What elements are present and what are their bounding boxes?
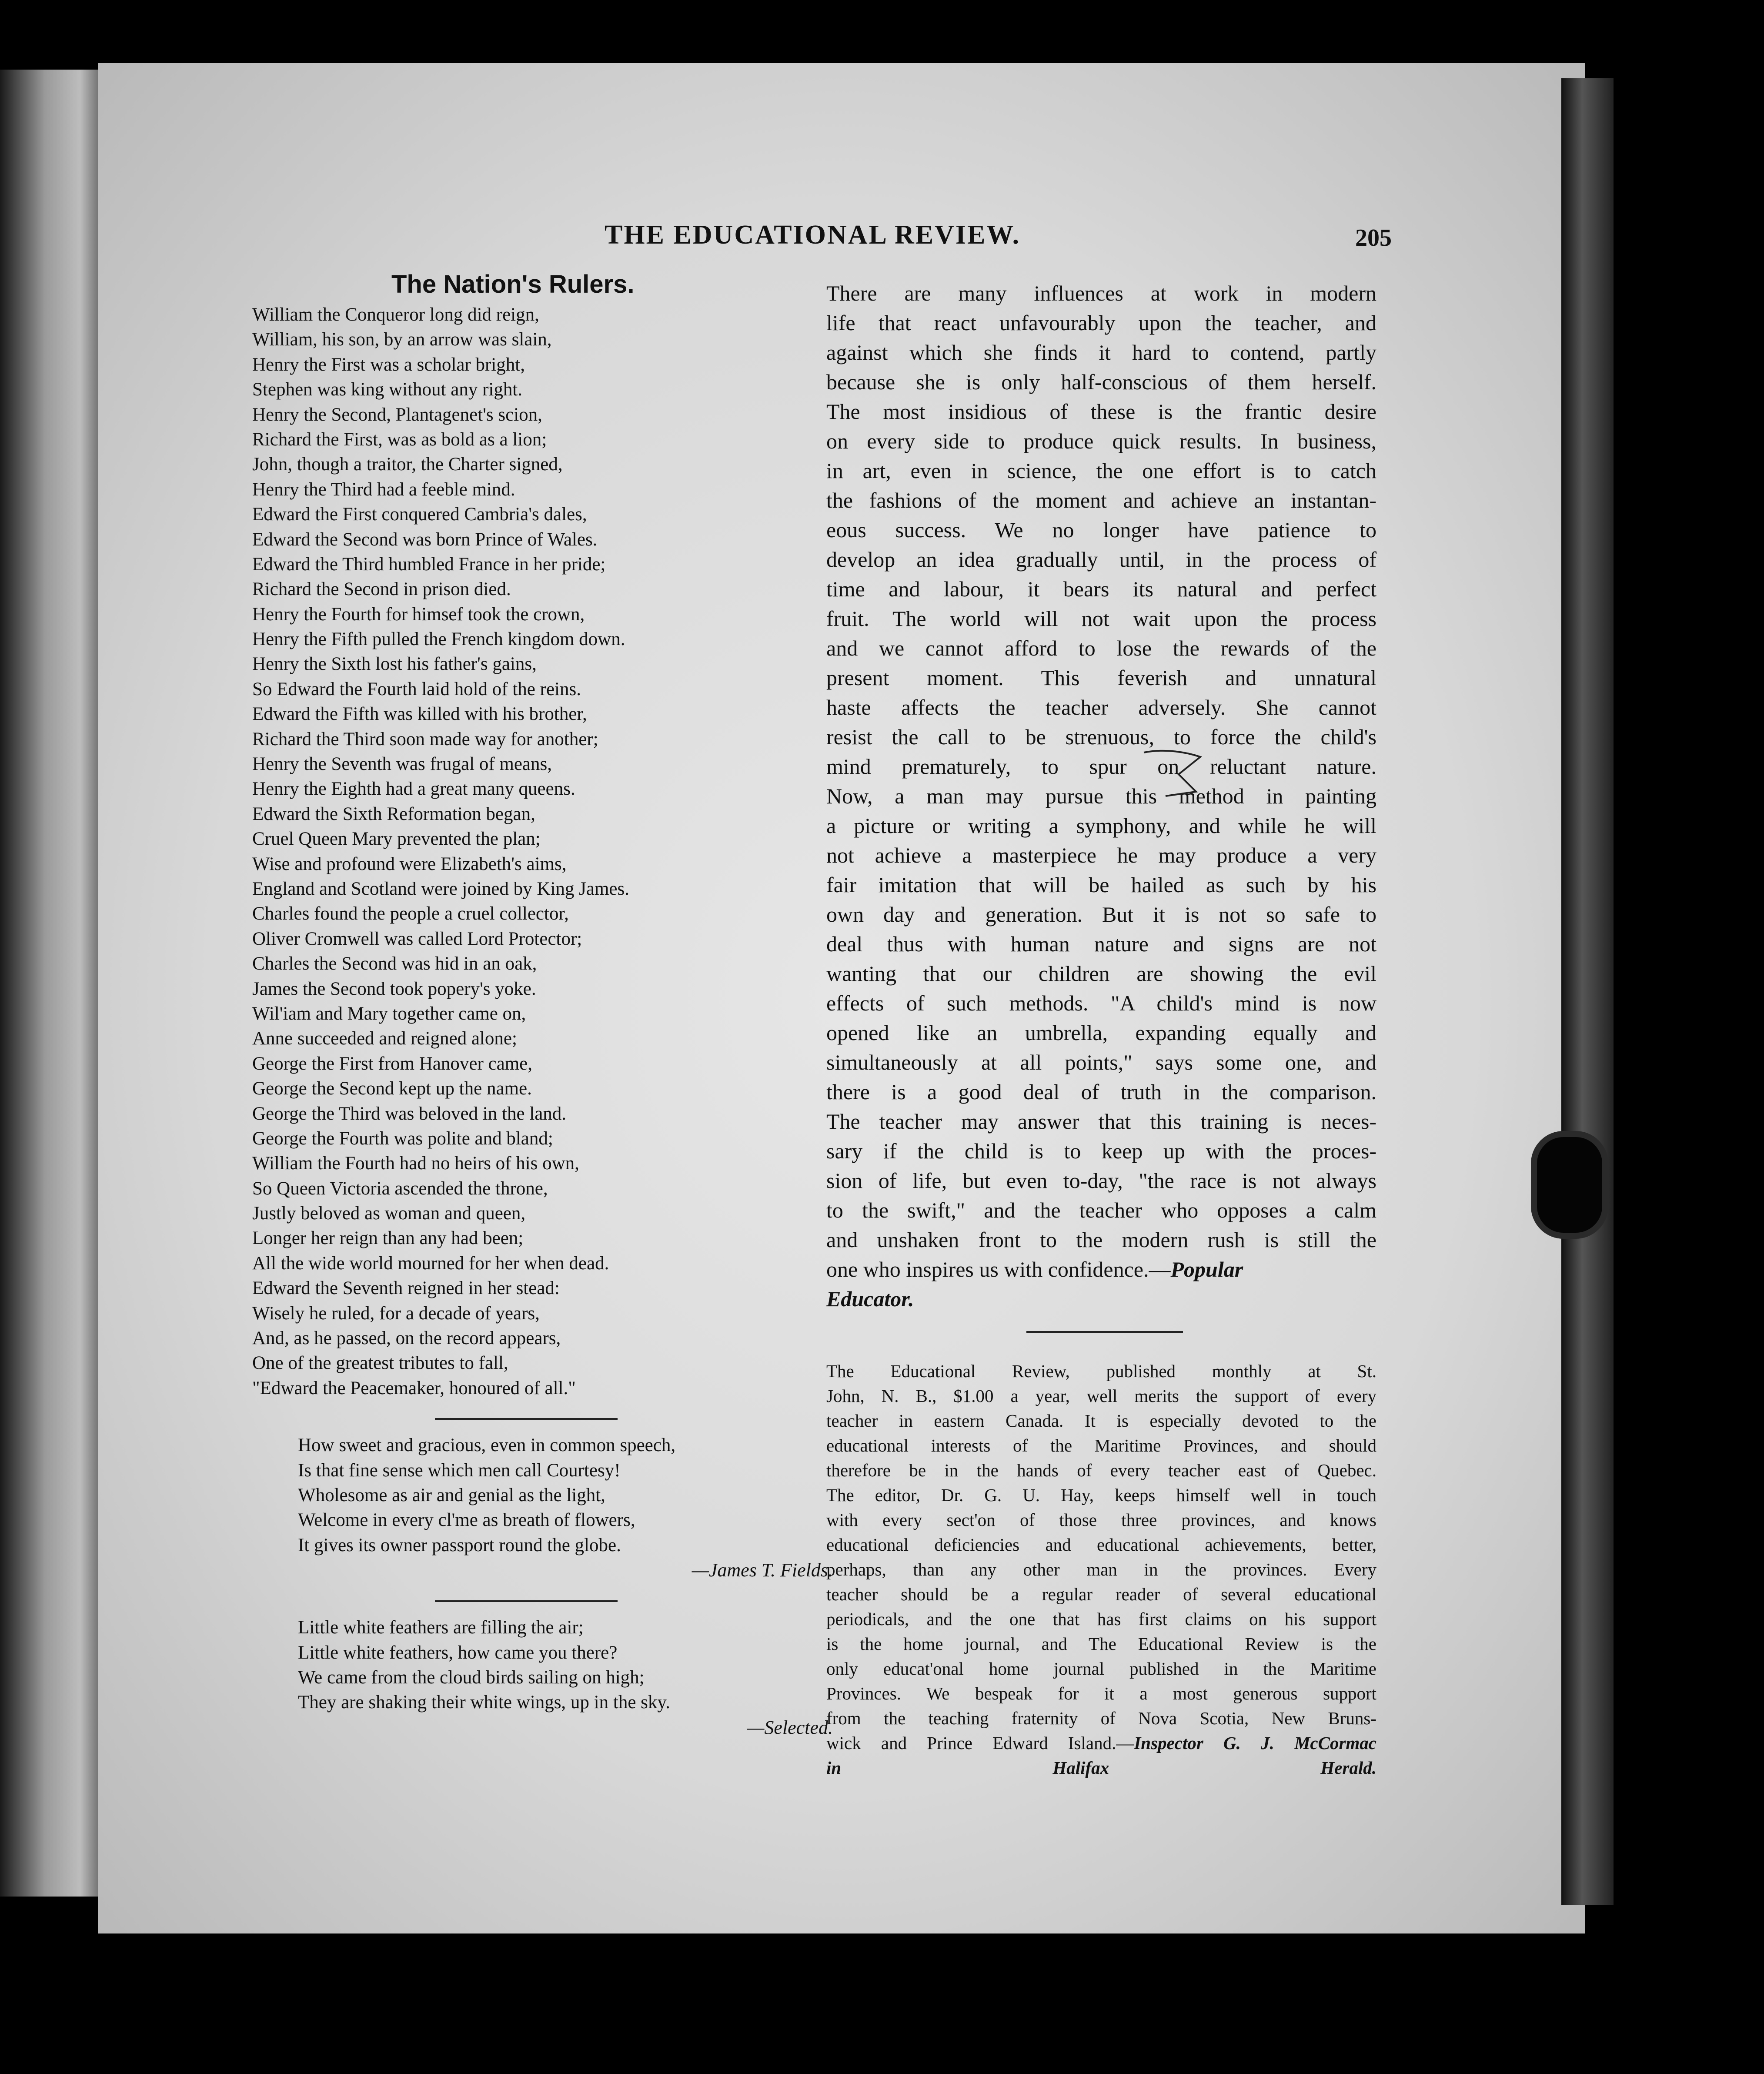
notice-line: only educat'onal home journal published in the Maritime xyxy=(826,1659,1376,1679)
article-line: on every side to produce quick results. In business, xyxy=(826,429,1376,453)
poem-line: "Edward the Peacemaker, honoured of all." xyxy=(252,1378,576,1398)
poem-line: Henry the Fourth for himsef took the crown, xyxy=(252,604,585,625)
section-divider xyxy=(435,1600,618,1602)
article-line: time and labour, it bears its natural and perfect xyxy=(826,577,1376,601)
article-line: wanting that our children are showing the evil xyxy=(826,961,1376,986)
notice-line: perhaps, than any other man in the provinces. Every xyxy=(826,1559,1376,1579)
poem-line: Stephen was king without any right. xyxy=(252,379,523,400)
article-line: against which she finds it hard to contend, partly xyxy=(826,340,1376,365)
poem-line: William, his son, by an arrow was slain, xyxy=(252,329,552,350)
poem-title: The Nation's Rulers. xyxy=(391,270,635,298)
feathers-line: We came from the cloud birds sailing on high; xyxy=(298,1667,645,1688)
article-line: life that react unfavourably upon the teacher, and xyxy=(826,311,1376,335)
poem-line: Charles found the people a cruel collector, xyxy=(252,903,569,924)
article-line: haste affects the teacher adversely. She cannot xyxy=(826,695,1376,719)
article-line: one who inspires us with confidence.—Popular xyxy=(826,1257,1243,1281)
section-divider xyxy=(1026,1331,1183,1333)
article-line: sary if the child is to keep up with the proces- xyxy=(826,1139,1376,1163)
poem-line: Henry the First was a scholar bright, xyxy=(252,354,525,375)
poem-line: Richard the Third soon made way for another; xyxy=(252,729,598,749)
poem-line: George the Third was beloved in the land. xyxy=(252,1103,567,1124)
poem-line: So Edward the Fourth laid hold of the reins. xyxy=(252,679,581,699)
article-line: resist the call to be strenuous, to force the child's xyxy=(826,725,1376,749)
article-line: opened like an umbrella, expanding equally and xyxy=(826,1020,1376,1045)
article-line: There are many influences at work in modern xyxy=(826,281,1376,305)
notice-line: periodicals, and the one that has first claims on his support xyxy=(826,1609,1376,1629)
article-line: develop an idea gradually until, in the process of xyxy=(826,547,1376,572)
article-line: Now, a man may pursue this method in painting xyxy=(826,784,1376,808)
notice-line: educational deficiencies and educational achievements, better, xyxy=(826,1535,1376,1555)
article-line: The most insidious of these is the frantic desire xyxy=(826,399,1376,424)
poem-line: Richard the First, was as bold as a lion; xyxy=(252,429,547,450)
article-line: own day and generation. But it is not so safe to xyxy=(826,902,1376,927)
feathers-line: They are shaking their white wings, up in the sky. xyxy=(298,1692,670,1713)
poem-line: William the Conqueror long did reign, xyxy=(252,304,539,325)
notice-line: therefore be in the hands of every teacher east of Quebec. xyxy=(826,1460,1376,1480)
poem-line: Charles the Second was hid in an oak, xyxy=(252,953,537,974)
article-line: because she is only half-conscious of them herself. xyxy=(826,370,1376,394)
poem-line: Richard the Second in prison died. xyxy=(252,579,511,600)
poem-line: Edward the Third humbled France in her pride; xyxy=(252,554,606,575)
feathers-line: Little white feathers are filling the air; xyxy=(298,1617,584,1638)
poem-line: William the Fourth had no heirs of his own, xyxy=(252,1153,579,1174)
feathers-poem xyxy=(298,1615,833,1740)
notice-signature-line xyxy=(826,1756,1376,1780)
article-source-line xyxy=(826,1284,1376,1314)
facing-page-edge xyxy=(0,70,100,1897)
poem-line: Anne succeeded and reigned alone; xyxy=(252,1028,517,1049)
article-source: Educator. xyxy=(826,1287,914,1311)
article-line: sion of life, but even to-day, "the race is not always xyxy=(826,1168,1376,1193)
poem-line: And, as he passed, on the record appears, xyxy=(252,1328,561,1349)
notice-line: The Educational Review, published monthly at St. xyxy=(826,1361,1376,1381)
article-line: fair imitation that will be hailed as such by his xyxy=(826,873,1376,897)
courtesy-attribution: —James T. Fields. xyxy=(692,1559,833,1581)
poem-line: Oliver Cromwell was called Lord Protector; xyxy=(252,928,582,949)
courtesy-line: Is that fine sense which men call Courtesy! xyxy=(298,1460,621,1481)
article-line: the fashions of the moment and achieve an instantan- xyxy=(826,488,1376,512)
notice-line: teacher in eastern Canada. It is especially devoted to the xyxy=(826,1411,1376,1431)
courtesy-line: Wholesome as air and genial as the light, xyxy=(298,1485,605,1505)
poem-line: George the Second kept up the name. xyxy=(252,1078,532,1099)
notice-line: Provinces. We bespeak for it a most generous support xyxy=(826,1683,1376,1703)
article-line: there is a good deal of truth in the comparison. xyxy=(826,1080,1376,1104)
poem-line: George the First from Hanover came, xyxy=(252,1053,532,1074)
article-source-tail: Popular xyxy=(1170,1257,1243,1281)
poem-line: Edward the Second was born Prince of Wales. xyxy=(252,529,598,550)
notice-body xyxy=(826,1359,1376,1756)
poem-body xyxy=(252,302,818,1401)
article-line: a picture or writing a symphony, and while he will xyxy=(826,813,1376,838)
poem-line: James the Second took popery's yoke. xyxy=(252,978,536,999)
poem-line: Henry the Fifth pulled the French kingdom down. xyxy=(252,629,625,650)
article-line: and unshaken front to the modern rush is still the xyxy=(826,1228,1376,1252)
poem-line: Cruel Queen Mary prevented the plan; xyxy=(252,829,541,850)
poem-line: Justly beloved as woman and queen, xyxy=(252,1203,526,1224)
notice-signature-tail: Inspector G. J. McCormac xyxy=(1134,1733,1377,1753)
article-line: in art, even in science, the one effort is to catch xyxy=(826,458,1376,483)
running-head: THE EDUCATIONAL REVIEW. xyxy=(605,220,1021,250)
article-line: to the swift," and the teacher who opposes a calm xyxy=(826,1198,1376,1222)
notice-line: John, N. B., $1.00 a year, well merits the support of every xyxy=(826,1386,1376,1406)
right-column xyxy=(826,278,1376,1780)
notice-line: educational interests of the Maritime Provinces, and should xyxy=(826,1435,1376,1455)
article-body xyxy=(826,278,1376,1284)
article-line: effects of such methods. "A child's mind is now xyxy=(826,991,1376,1015)
article-line: mind prematurely, to spur on reluctant nature. xyxy=(826,754,1376,779)
left-column xyxy=(252,270,833,1740)
poem-line: One of the greatest tributes to fall, xyxy=(252,1353,508,1374)
notice-line: is the home journal, and The Educational Review is the xyxy=(826,1634,1376,1654)
notice-line: The editor, Dr. G. U. Hay, keeps himself well in touch xyxy=(826,1485,1376,1505)
article-line: eous success. We no longer have patience to xyxy=(826,518,1376,542)
handwritten-mark xyxy=(1139,744,1209,805)
poem-line: Edward the Sixth Reformation began, xyxy=(252,803,535,824)
notice-line: wick and Prince Edward Island.—Inspector G. J. McCormac xyxy=(826,1733,1377,1753)
notice-line: teacher should be a regular reader of several educational xyxy=(826,1584,1376,1604)
article-line: deal thus with human nature and signs are not xyxy=(826,932,1376,956)
article-line: The teacher may answer that this training is neces- xyxy=(826,1109,1376,1134)
poem-line: Wil'iam and Mary together came on, xyxy=(252,1003,526,1024)
poem-line: All the wide world mourned for her when dead. xyxy=(252,1253,609,1274)
courtesy-poem xyxy=(298,1433,833,1583)
article-line: and we cannot afford to lose the rewards of the xyxy=(826,636,1376,660)
poem-line: Henry the Sixth lost his father's gains, xyxy=(252,654,537,675)
poem-line: George the Fourth was polite and bland; xyxy=(252,1128,553,1149)
page-number: 205 xyxy=(1355,224,1392,251)
poem-line: Longer her reign than any had been; xyxy=(252,1228,524,1249)
poem-line: Wisely he ruled, for a decade of years, xyxy=(252,1303,540,1324)
courtesy-line: How sweet and gracious, even in common speech, xyxy=(298,1435,676,1456)
article-line: not achieve a masterpiece he may produce a very xyxy=(826,843,1376,867)
book-edge xyxy=(1561,78,1614,1905)
poem-line: John, though a traitor, the Charter signed, xyxy=(252,454,563,475)
notice-line: from the teaching fraternity of Nova Scotia, New Bruns- xyxy=(826,1708,1376,1728)
article-line: present moment. This feverish and unnatural xyxy=(826,666,1376,690)
notice-line: with every sect'on of those three provinces, and knows xyxy=(826,1510,1376,1530)
article-line: fruit. The world will not wait upon the process xyxy=(826,606,1376,631)
poem-line: Edward the Fifth was killed with his brother, xyxy=(252,704,587,725)
poem-line: Henry the Eighth had a great many queens. xyxy=(252,779,575,799)
poem-line: Edward the First conquered Cambria's dales, xyxy=(252,504,587,525)
poem-line: Henry the Seventh was frugal of means, xyxy=(252,754,552,775)
poem-line: Henry the Second, Plantagenet's scion, xyxy=(252,404,542,425)
poem-line: So Queen Victoria ascended the throne, xyxy=(252,1178,548,1199)
section-divider xyxy=(435,1418,618,1420)
poem-line: Henry the Third had a feeble mind. xyxy=(252,479,515,500)
feathers-line: Little white feathers, how came you there? xyxy=(298,1642,618,1663)
poem-line: England and Scotland were joined by King James. xyxy=(252,878,629,899)
courtesy-line: It gives its owner passport round the globe. xyxy=(298,1535,621,1556)
courtesy-line: Welcome in every cl'me as breath of flowers, xyxy=(298,1510,635,1531)
poem-line: Wise and profound were Elizabeth's aims, xyxy=(252,853,567,874)
article-line: simultaneously at all points," says some one, and xyxy=(826,1050,1376,1074)
poem-line: Edward the Seventh reigned in her stead: xyxy=(252,1278,560,1299)
notice-signature: in Halifax Herald. xyxy=(826,1758,1376,1778)
feathers-attribution: —Selected. xyxy=(747,1716,833,1738)
binder-clip xyxy=(1531,1131,1608,1239)
